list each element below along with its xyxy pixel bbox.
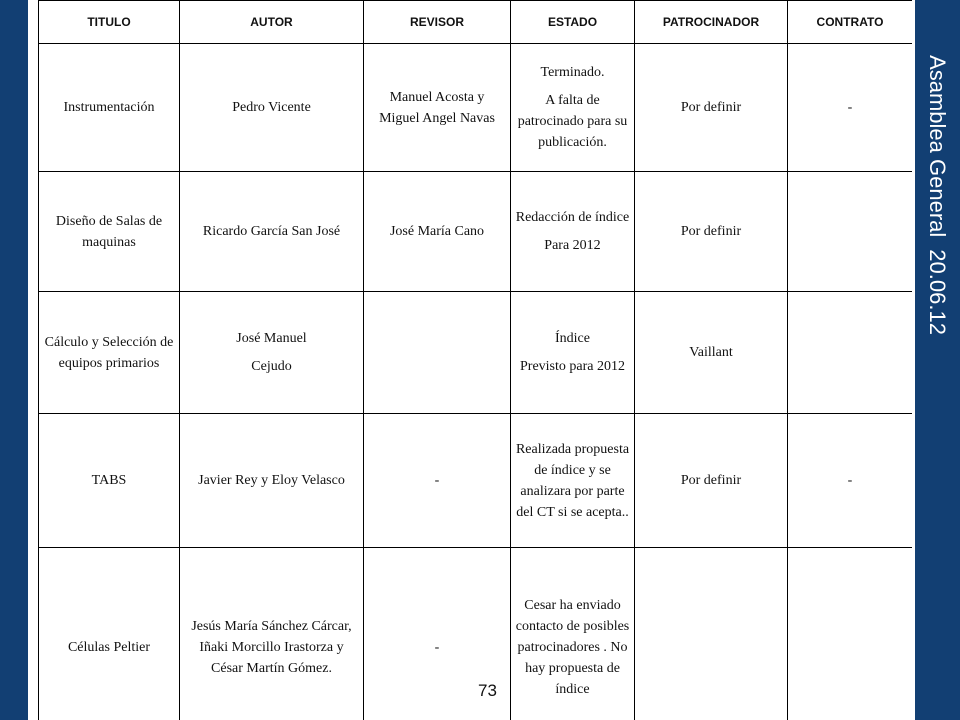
cell-titulo: Células Peltier (39, 548, 180, 720)
cell-titulo: TABS (39, 414, 180, 548)
estado-line: A falta de patrocinado para su publicación. (517, 93, 628, 150)
page-number: 73 (478, 681, 497, 700)
cell-patrocinador (635, 548, 788, 720)
cell-autor (180, 292, 364, 414)
autor-line: Cejudo (251, 359, 292, 374)
table-row (39, 172, 913, 292)
header-contrato: CONTRATO (788, 1, 913, 44)
header-patrocinador: PATROCINADOR (635, 1, 788, 44)
header-revisor: REVISOR (364, 1, 511, 44)
cell-contrato (788, 172, 913, 292)
cell-revisor: Manuel Acosta y Miguel Angel Navas (364, 44, 511, 172)
projects-table (38, 0, 912, 720)
cell-titulo: Instrumentación (39, 44, 180, 172)
sidebar-title (924, 55, 950, 335)
cell-contrato: - (788, 414, 913, 548)
header-estado: ESTADO (511, 1, 635, 44)
cell-revisor: José María Cano (364, 172, 511, 292)
table-row (39, 414, 913, 548)
projects-table-wrap (38, 0, 912, 720)
sidebar-date: 20.06.12 (925, 249, 950, 335)
cell-contrato (788, 548, 913, 720)
table-header-row (39, 1, 913, 44)
cell-patrocinador: Vaillant (635, 292, 788, 414)
cell-autor: Ricardo García San José (180, 172, 364, 292)
cell-revisor (364, 292, 511, 414)
estado-line: Índice (555, 331, 590, 346)
cell-titulo: Cálculo y Selección de equipos primarios (39, 292, 180, 414)
table-row (39, 44, 913, 172)
cell-patrocinador: Por definir (635, 414, 788, 548)
cell-titulo: Diseño de Salas de maquinas (39, 172, 180, 292)
cell-revisor: - (364, 548, 511, 720)
cell-estado (511, 548, 635, 720)
cell-estado (511, 172, 635, 292)
cell-autor: Jesús María Sánchez Cárcar, Iñaki Morcillo Irastorza y César Martín Gómez. (180, 548, 364, 720)
left-accent-bar (0, 0, 28, 720)
cell-contrato: - (788, 44, 913, 172)
sidebar-title-text: Asamblea General (925, 55, 950, 238)
autor-line: José Manuel (236, 331, 307, 346)
estado-line: Realizada propuesta de índice y se analizara por parte del CT si se acepta.. (515, 441, 630, 520)
cell-estado (511, 44, 635, 172)
cell-estado (511, 292, 635, 414)
estado-line: Para 2012 (544, 238, 601, 253)
table-row (39, 292, 913, 414)
estado-line: Terminado. (540, 65, 605, 80)
cell-contrato (788, 292, 913, 414)
estado-line: Redacción de índice (515, 210, 630, 225)
table-row (39, 548, 913, 720)
cell-autor: Javier Rey y Eloy Velasco (180, 414, 364, 548)
estado-line: Previsto para 2012 (520, 359, 625, 374)
cell-revisor: - (364, 414, 511, 548)
cell-patrocinador: Por definir (635, 44, 788, 172)
cell-autor: Pedro Vicente (180, 44, 364, 172)
header-titulo: TITULO (39, 1, 180, 44)
estado-line: Cesar ha enviado contacto de posibles patrocinadores . No hay propuesta de índice (515, 598, 630, 697)
cell-estado (511, 414, 635, 548)
header-autor: AUTOR (180, 1, 364, 44)
cell-patrocinador: Por definir (635, 172, 788, 292)
